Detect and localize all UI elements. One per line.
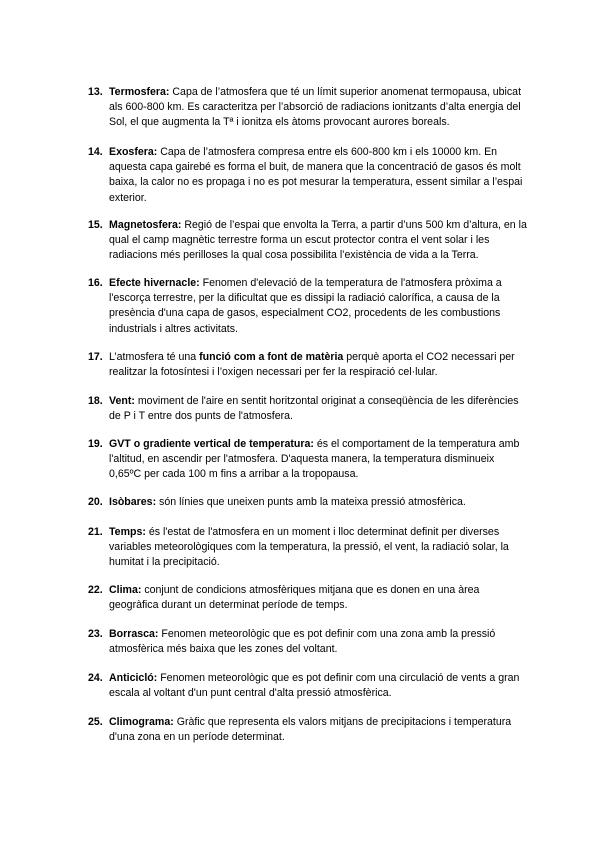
glossary-entry-14: [88, 145, 528, 206]
glossary-entry-22: [88, 583, 528, 613]
entry-number: 21.: [88, 526, 103, 538]
entry-definition: són línies que uneixen punts amb la mateixa pressió atmosfèrica.: [156, 496, 466, 508]
glossary-entry-13: [88, 85, 528, 131]
entry-term: GVT o gradiente vertical de temperatura:: [109, 438, 314, 450]
entry-term: Termosfera:: [109, 86, 170, 98]
entry-term: Clima:: [109, 584, 142, 596]
entry-term: Borrasca:: [109, 628, 159, 640]
glossary-entry-16: [88, 276, 528, 337]
entry-number: 23.: [88, 628, 103, 640]
glossary-entry-18: [88, 394, 528, 424]
entry-term: Isòbares:: [109, 496, 157, 508]
entry-term: Exosfera:: [109, 146, 158, 158]
entry-term: Anticicló:: [109, 672, 158, 684]
entry-definition: Gràfic que representa els valors mitjans de precipitacions i temperatura d'una zona en un període determinat.: [109, 716, 512, 744]
entry-number: 20.: [88, 496, 103, 508]
entry-number: 15.: [88, 219, 103, 231]
glossary-entry-24: [88, 671, 528, 701]
entry-number: 18.: [88, 395, 103, 407]
entry-number: 13.: [88, 86, 103, 98]
entry-term: Temps:: [109, 526, 146, 538]
entry-term: Efecte hivernacle:: [109, 277, 200, 289]
entry-term: funció com a font de matèria: [199, 351, 344, 363]
glossary-entry-23: [88, 627, 528, 657]
entry-term: Magnetosfera:: [109, 219, 182, 231]
entry-definition: perquè aporta el CO2 necessari per realitzar la fotosíntesi i l’oxigen necessari per fer la respiració cel·lular.: [109, 351, 515, 379]
entry-number: 19.: [88, 438, 103, 450]
entry-definition: moviment de l'aire en sentit horitzontal originat a conseqüència de les diferències de P i T entre dos punts de l'atmosfera.: [109, 395, 519, 423]
entry-number: 25.: [88, 716, 103, 728]
entry-definition: Fenomen meteorològic que es pot definir com una zona amb la pressió atmosfèrica més baixa que les zones del voltant.: [109, 628, 496, 656]
glossary-entry-25: [88, 715, 528, 745]
glossary-entry-21: [88, 525, 528, 571]
entry-number: 17.: [88, 351, 103, 363]
entry-definition: Capa de l’atmosfera compresa entre els 600-800 km i els 10000 km. En aquesta capa gairebé es forma el buit, de manera que la concentració de gasos és molt baixa, la calor no es propaga i no es pot mesurar la temperatura, essent similar a l’espai exterior.: [109, 146, 523, 204]
entry-definition: és l'estat de l'atmosfera en un moment i lloc determinat definit per diverses variables meteorològiques com la temperatura, la pressió, el vent, la radiació solar, la humitat i la precipitació.: [109, 526, 509, 569]
entry-number: 24.: [88, 672, 103, 684]
entry-intro: L’atmosfera té una: [109, 351, 200, 363]
glossary-entry-17: [88, 350, 528, 380]
glossary-entry-20: [88, 495, 528, 510]
entry-definition: Regió de l’espai que envolta la Terra, a partir d’uns 500 km d’altura, en la qual el camp magnètic terrestre forma un escut protector contra el vent solar i les radiacions més perilloses la qual cosa possibilita l’existència de vida a la Terra.: [109, 219, 527, 262]
entry-term: Vent:: [109, 395, 135, 407]
entry-term: Climograma:: [109, 716, 174, 728]
entry-number: 16.: [88, 277, 103, 289]
entry-definition: Capa de l’atmosfera que té un límit superior anomenat termopausa, ubicat als 600-800 km. Es caracteritza per l’absorció de radiacions ionitzants d’alta energia del Sol, el que augmenta la Tª i ionitza els àtoms provocant aurores boreals.: [109, 86, 522, 129]
entry-definition: conjunt de condicions atmosfèriques mitjana que es donen en una àrea geogràfica durant un determinat període de temps.: [109, 584, 480, 612]
glossary-entry-19: [88, 437, 528, 483]
glossary-entry-15: [88, 218, 528, 264]
entry-number: 14.: [88, 146, 103, 158]
entry-number: 22.: [88, 584, 103, 596]
entry-definition: és el comportament de la temperatura amb l'altitud, en ascendir per l'atmosfera. D'aquesta manera, la temperatura disminueix 0,65ºC per cada 100 m fins a arribar a la tropopausa.: [109, 438, 520, 481]
entry-definition: Fenomen d'elevació de la temperatura de l'atmosfera pròxima a l'escorça terrestre, per la dificultat que es dissipi la radiació calorífica, a causa de la presència d'una capa de gasos, especialment CO2, procedents de les combustions industrials i altres activitats.: [109, 277, 502, 335]
entry-definition: Fenomen meteorològic que es pot definir com una circulació de vents a gran escala al voltant d'un punt central d'alta pressió atmosfèrica.: [109, 672, 520, 700]
